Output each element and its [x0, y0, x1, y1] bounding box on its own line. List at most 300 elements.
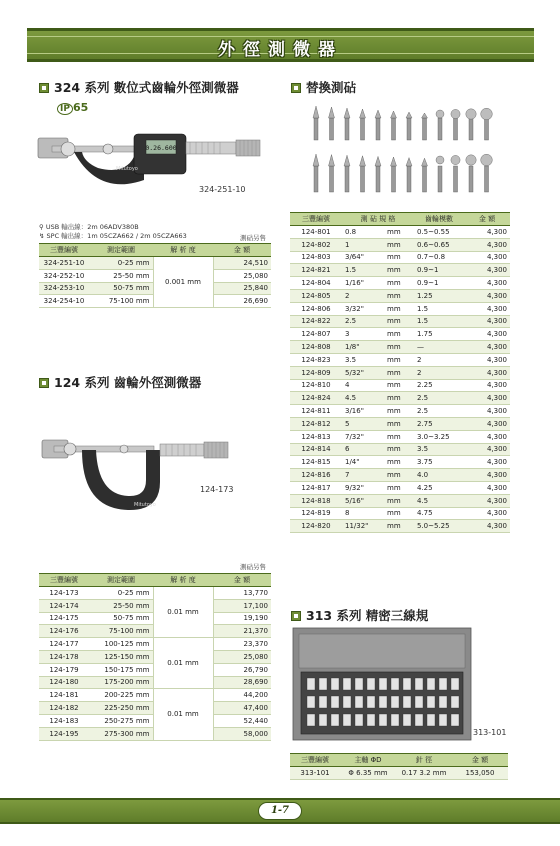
cell-code: 124-805	[290, 289, 342, 302]
cell-price: 4,300	[464, 277, 510, 290]
cell-module: 4.25	[414, 481, 464, 494]
cell-range: 150-175 mm	[89, 663, 153, 676]
thread-wire-slot-icon	[319, 696, 327, 708]
cell-module: 2.5	[414, 392, 464, 405]
table-row	[290, 507, 510, 520]
table-124	[39, 573, 271, 741]
top-band	[0, 0, 560, 22]
cell-code: 124-177	[39, 638, 89, 651]
cell-code: 124-807	[290, 328, 342, 341]
cell-price: 4,300	[464, 328, 510, 341]
thread-wire-slot-icon	[427, 714, 435, 726]
table-324	[39, 243, 271, 308]
section-title-text: 324 系列 數位式齒輪外徑測微器	[54, 80, 239, 95]
table-row	[290, 289, 510, 302]
cell-code: 124-176	[39, 625, 89, 638]
col-spindle: 主軸 ΦD	[340, 754, 396, 767]
cell-range: 75-100 mm	[89, 295, 153, 308]
cell-module: 0.9~1	[414, 264, 464, 277]
table-row	[39, 257, 271, 270]
cell-resolution: 0.01 mm	[153, 689, 213, 740]
table-row	[290, 366, 510, 379]
thread-wire-slot-icon	[307, 696, 315, 708]
anvil-point-icon	[375, 156, 381, 192]
cell-anvil-size: 3.5	[342, 353, 384, 366]
thread-wire-slot-icon	[403, 696, 411, 708]
table-row	[290, 238, 510, 251]
cell-price: 25,840	[213, 282, 271, 295]
col-resolution: 解 析 度	[153, 244, 213, 257]
col-range: 測定範圍	[89, 244, 153, 257]
col-price: 金 額	[464, 213, 510, 226]
cell-code: 124-818	[290, 494, 342, 507]
cell-resolution: 0.01 mm	[153, 587, 213, 638]
table-row	[290, 520, 510, 533]
table-header-row	[290, 213, 510, 226]
cell-anvil-size: 6	[342, 443, 384, 456]
section-bullet-icon	[39, 378, 49, 388]
cell-anvil-size: 3/16"	[342, 405, 384, 418]
thread-wire-slot-icon	[391, 714, 399, 726]
cell-code: 124-814	[290, 443, 342, 456]
col-module: 齒輪模數	[414, 213, 464, 226]
thread-wire-slot-icon	[319, 714, 327, 726]
cell-anvil-size: 0.8	[342, 226, 384, 239]
section-bullet-icon	[39, 83, 49, 93]
section-title-324	[39, 78, 239, 96]
table-row	[290, 277, 510, 290]
cell-code: 124-822	[290, 315, 342, 328]
table-header-row	[290, 754, 508, 767]
table-row	[290, 251, 510, 264]
cell-code: 124-819	[290, 507, 342, 520]
cell-price: 23,370	[213, 638, 271, 651]
cell-module: 0.7~0.8	[414, 251, 464, 264]
cell-anvil-size: 3/64"	[342, 251, 384, 264]
cell-code: 124-823	[290, 353, 342, 366]
thread-wire-set-image	[293, 628, 471, 740]
cell-code: 124-174	[39, 599, 89, 612]
col-code: 三豐編號	[290, 754, 340, 767]
cell-unit: mm	[384, 251, 414, 264]
cell-price: 4,300	[464, 520, 510, 533]
table-row	[290, 226, 510, 239]
section-title-anvils	[291, 78, 356, 96]
cell-anvil-size: 7/32"	[342, 430, 384, 443]
table-row	[290, 417, 510, 430]
cell-code: 324-251-10	[39, 257, 89, 270]
cell-price: 4,300	[464, 264, 510, 277]
cell-range: 175-200 mm	[89, 676, 153, 689]
thread-wire-slot-icon	[343, 678, 351, 690]
cell-anvil-size: 2	[342, 289, 384, 302]
cell-range: 200-225 mm	[89, 689, 153, 702]
cell-price: 21,370	[213, 625, 271, 638]
anvil-point-icon	[329, 107, 335, 140]
anvil-point-icon	[451, 109, 460, 140]
table-row	[290, 302, 510, 315]
page-number: 1-7	[258, 802, 302, 820]
cell-unit: mm	[384, 238, 414, 251]
cell-price: 4,300	[464, 341, 510, 354]
cell-unit: mm	[384, 405, 414, 418]
thread-wire-slot-icon	[379, 678, 387, 690]
anvil-point-icon	[481, 108, 493, 140]
cell-anvil-size: 2.5	[342, 315, 384, 328]
cell-module: 2	[414, 366, 464, 379]
cell-code: 124-812	[290, 417, 342, 430]
cell-code: 124-173	[39, 587, 89, 600]
cell-anvil-size: 3	[342, 328, 384, 341]
thread-wire-slot-icon	[343, 714, 351, 726]
anvil-point-icon	[481, 154, 493, 192]
table-row	[290, 456, 510, 469]
table-row	[39, 689, 271, 702]
section-bullet-icon	[291, 611, 301, 621]
cell-price: 26,790	[213, 663, 271, 676]
cell-price: 4,300	[464, 417, 510, 430]
cell-module: —	[414, 341, 464, 354]
cell-anvil-size: 5/32"	[342, 366, 384, 379]
table-row	[290, 443, 510, 456]
cell-price: 4,300	[464, 494, 510, 507]
table-row	[290, 379, 510, 392]
thread-wire-slot-icon	[427, 696, 435, 708]
cell-code: 124-183	[39, 714, 89, 727]
cell-price: 47,400	[213, 702, 271, 715]
cell-module: 4.0	[414, 469, 464, 482]
cell-code: 124-816	[290, 469, 342, 482]
table-anvils-body	[290, 226, 510, 533]
cell-anvil-size: 5/16"	[342, 494, 384, 507]
cell-unit: mm	[384, 289, 414, 302]
col-code: 三豐編號	[39, 244, 89, 257]
cell-range: 50-75 mm	[89, 282, 153, 295]
cell-code: 124-802	[290, 238, 342, 251]
table-row	[290, 767, 508, 780]
thread-wire-slot-icon	[439, 714, 447, 726]
cell-price: 4,300	[464, 353, 510, 366]
col-anvil-size: 測 砧 規 格	[342, 213, 414, 226]
table-row	[290, 328, 510, 341]
cell-range: 0-25 mm	[89, 257, 153, 270]
cell-range: 100-125 mm	[89, 638, 153, 651]
table-row	[290, 430, 510, 443]
cell-unit: mm	[384, 353, 414, 366]
anvil-sold-separately-324: 測砧另售	[240, 234, 266, 242]
table-124-body	[39, 587, 271, 741]
thread-wire-slot-icon	[403, 714, 411, 726]
ip-circle-icon: IP	[57, 103, 73, 115]
cell-range: 125-150 mm	[89, 650, 153, 663]
anvil-point-icon	[422, 113, 428, 140]
cell-code: 124-815	[290, 456, 342, 469]
cell-code: 124-806	[290, 302, 342, 315]
anvil-point-icon	[375, 110, 381, 140]
cell-unit: mm	[384, 481, 414, 494]
cell-code: 124-178	[39, 650, 89, 663]
section-title-text: 313 系列 精密三線規	[306, 608, 429, 623]
cell-unit: mm	[384, 456, 414, 469]
cell-unit: mm	[384, 379, 414, 392]
cell-price: 13,770	[213, 587, 271, 600]
cell-code: 124-175	[39, 612, 89, 625]
usb-note-text: USB 輸出線：2m 06ADV380B	[45, 223, 139, 231]
cell-code: 124-813	[290, 430, 342, 443]
cell-code: 124-179	[39, 663, 89, 676]
gear-micrometer-image	[42, 428, 242, 518]
cell-code: 324-254-10	[39, 295, 89, 308]
cell-module: 4.75	[414, 507, 464, 520]
cell-module: 0.9~1	[414, 277, 464, 290]
col-code: 三豐編號	[290, 213, 342, 226]
thread-wire-slot-icon	[439, 696, 447, 708]
section-title-text: 替換測砧	[306, 80, 357, 95]
table-row	[290, 481, 510, 494]
cell-price: 19,190	[213, 612, 271, 625]
cell-anvil-size: 5	[342, 417, 384, 430]
cell-module: 0.5~0.55	[414, 226, 464, 239]
cell-unit: mm	[384, 264, 414, 277]
table-row	[290, 494, 510, 507]
cell-code: 124-821	[290, 264, 342, 277]
cell-unit: mm	[384, 328, 414, 341]
cell-price: 4,300	[464, 379, 510, 392]
section-title-text: 124 系列 齒輪外徑測微器	[54, 375, 202, 390]
col-price: 金 額	[452, 754, 508, 767]
col-pin: 針 徑	[396, 754, 452, 767]
col-range: 測定範圍	[89, 574, 153, 587]
cell-unit: mm	[384, 341, 414, 354]
thread-wire-slot-icon	[331, 696, 339, 708]
cell-price: 4,300	[464, 238, 510, 251]
anvil-point-icon	[313, 154, 319, 192]
anvil-point-icon	[451, 155, 460, 192]
cell-code: 124-817	[290, 481, 342, 494]
cell-module: 0.6~0.65	[414, 238, 464, 251]
anvil-point-icon	[344, 108, 350, 140]
cell-unit: mm	[384, 366, 414, 379]
thread-wire-slot-icon	[307, 678, 315, 690]
usb-icon: ⚲	[39, 223, 44, 231]
cell-range: 25-50 mm	[89, 269, 153, 282]
cell-unit: mm	[384, 494, 414, 507]
anvil-sold-separately-124: 測砧另售	[240, 563, 266, 571]
anvil-point-icon	[344, 155, 350, 192]
cell-price: 4,300	[464, 366, 510, 379]
thread-wire-slot-icon	[415, 678, 423, 690]
cell-resolution: 0.01 mm	[153, 638, 213, 689]
cell-unit: mm	[384, 302, 414, 315]
cell-module: 2.75	[414, 417, 464, 430]
anvil-row-bottom	[313, 154, 492, 192]
cell-anvil-size: 7	[342, 469, 384, 482]
anvil-point-icon	[391, 157, 397, 192]
spc-note-text: SPC 輸出線：1m 05CZA662 / 2m 05CZA663	[46, 232, 187, 240]
cell-range: 75-100 mm	[89, 625, 153, 638]
cell-pin: 0.17 3.2 mm	[396, 767, 452, 780]
anvil-row-top	[313, 106, 492, 140]
table-row	[290, 405, 510, 418]
cell-unit: mm	[384, 392, 414, 405]
spc-cable-note	[39, 232, 187, 241]
brand-label: Mitutoyo	[116, 166, 138, 172]
cell-anvil-size: 1	[342, 238, 384, 251]
cell-price: 4,300	[464, 315, 510, 328]
table-anvils	[290, 212, 510, 533]
cell-resolution: 0.001 mm	[153, 257, 213, 308]
cell-unit: mm	[384, 277, 414, 290]
cell-range: 50-75 mm	[89, 612, 153, 625]
cell-code: 124-804	[290, 277, 342, 290]
cell-module: 2.5	[414, 405, 464, 418]
cell-code: 313-101	[290, 767, 340, 780]
cell-anvil-size: 8	[342, 507, 384, 520]
cell-price: 4,300	[464, 226, 510, 239]
cell-price: 24,510	[213, 257, 271, 270]
cell-anvil-size: 3/32"	[342, 302, 384, 315]
cell-code: 124-803	[290, 251, 342, 264]
cell-anvil-size: 1/4"	[342, 456, 384, 469]
cell-price: 4,300	[464, 443, 510, 456]
anvil-point-icon	[406, 158, 412, 192]
thread-wire-slot-icon	[379, 696, 387, 708]
cell-price: 44,200	[213, 689, 271, 702]
section-title-124	[39, 373, 201, 391]
thread-wire-slot-icon	[415, 714, 423, 726]
table-row	[39, 587, 271, 600]
cell-anvil-size: 1/8"	[342, 341, 384, 354]
table-row	[290, 341, 510, 354]
thread-wire-slot-icon	[403, 678, 411, 690]
cell-price: 28,690	[213, 676, 271, 689]
thread-wire-slot-icon	[451, 678, 459, 690]
thread-wire-slot-icon	[367, 696, 375, 708]
col-code: 三豐編號	[39, 574, 89, 587]
thread-wire-slot-icon	[367, 678, 375, 690]
cell-anvil-size: 11/32"	[342, 520, 384, 533]
section-title-313	[291, 606, 428, 624]
cell-anvil-size: 1/16"	[342, 277, 384, 290]
footer-bar	[0, 798, 560, 824]
cell-price: 4,300	[464, 392, 510, 405]
image-caption-124: 124-173	[200, 485, 234, 494]
anvil-point-icon	[391, 111, 397, 140]
cell-price: 26,690	[213, 295, 271, 308]
cell-unit: mm	[384, 417, 414, 430]
cell-price: 4,300	[464, 469, 510, 482]
anvil-point-icon	[360, 156, 366, 192]
cell-module: 2.25	[414, 379, 464, 392]
cell-range: 275-300 mm	[89, 727, 153, 740]
table-header-row	[39, 244, 271, 257]
cable-icon: ↯	[39, 232, 45, 240]
thread-wire-slot-icon	[451, 714, 459, 726]
cell-code: 124-195	[39, 727, 89, 740]
cell-code: 324-253-10	[39, 282, 89, 295]
page-title: 外徑測微器	[218, 40, 343, 60]
table-313	[290, 753, 508, 780]
header-bar	[27, 28, 534, 62]
cell-price: 153,050	[452, 767, 508, 780]
cell-code: 124-811	[290, 405, 342, 418]
table-row	[39, 638, 271, 651]
lcd-readout: 0.26.600	[145, 144, 177, 152]
cell-price: 4,300	[464, 507, 510, 520]
thread-wire-slot-icon	[367, 714, 375, 726]
cell-anvil-size: 4	[342, 379, 384, 392]
cell-module: 3.75	[414, 456, 464, 469]
thread-wire-slot-icon	[319, 678, 327, 690]
cell-unit: mm	[384, 469, 414, 482]
cell-module: 3.5	[414, 443, 464, 456]
cell-range: 225-250 mm	[89, 702, 153, 715]
cell-code: 124-182	[39, 702, 89, 715]
cell-unit: mm	[384, 430, 414, 443]
cell-module: 1.5	[414, 315, 464, 328]
anvil-point-icon	[329, 155, 335, 192]
usb-cable-note	[39, 223, 139, 232]
cell-unit: mm	[384, 226, 414, 239]
thread-wire-slot-icon	[343, 696, 351, 708]
cell-price: 4,300	[464, 289, 510, 302]
cell-price: 4,300	[464, 405, 510, 418]
cell-code: 124-810	[290, 379, 342, 392]
cell-code: 124-824	[290, 392, 342, 405]
thread-wire-slot-icon	[391, 696, 399, 708]
cell-anvil-size: 4.5	[342, 392, 384, 405]
thread-wire-slot-icon	[355, 714, 363, 726]
thread-wire-slot-icon	[451, 696, 459, 708]
thread-wire-slot-icon	[355, 678, 363, 690]
anvil-point-icon	[466, 155, 476, 192]
cell-price: 4,300	[464, 430, 510, 443]
thread-wire-slot-icon	[331, 678, 339, 690]
cell-module: 2	[414, 353, 464, 366]
cell-range: 0-25 mm	[89, 587, 153, 600]
cell-anvil-size: 9/32"	[342, 481, 384, 494]
replacement-anvils-image	[308, 100, 504, 200]
thread-wire-slot-icon	[307, 714, 315, 726]
col-resolution: 解 析 度	[153, 574, 213, 587]
cell-price: 58,000	[213, 727, 271, 740]
cell-price: 52,440	[213, 714, 271, 727]
cell-module: 1.75	[414, 328, 464, 341]
anvil-point-icon	[436, 156, 444, 192]
cell-unit: mm	[384, 443, 414, 456]
cell-module: 5.0~5.25	[414, 520, 464, 533]
table-row	[290, 264, 510, 277]
anvil-point-icon	[360, 109, 366, 140]
cell-code: 124-181	[39, 689, 89, 702]
cell-price: 17,100	[213, 599, 271, 612]
cell-spindle: Φ 6.35 mm	[340, 767, 396, 780]
cell-unit: mm	[384, 507, 414, 520]
cell-price: 4,300	[464, 481, 510, 494]
table-header-row	[39, 574, 271, 587]
cell-range: 250-275 mm	[89, 714, 153, 727]
cell-code: 324-252-10	[39, 269, 89, 282]
thread-wire-slot-icon	[331, 714, 339, 726]
thread-wire-slot-icon	[379, 714, 387, 726]
thread-wire-slot-icon	[355, 696, 363, 708]
thread-wire-slot-icon	[391, 678, 399, 690]
cell-range: 25-50 mm	[89, 599, 153, 612]
col-price: 金 額	[213, 244, 271, 257]
thread-wire-slot-icon	[439, 678, 447, 690]
cell-unit: mm	[384, 520, 414, 533]
anvil-point-icon	[436, 110, 444, 140]
